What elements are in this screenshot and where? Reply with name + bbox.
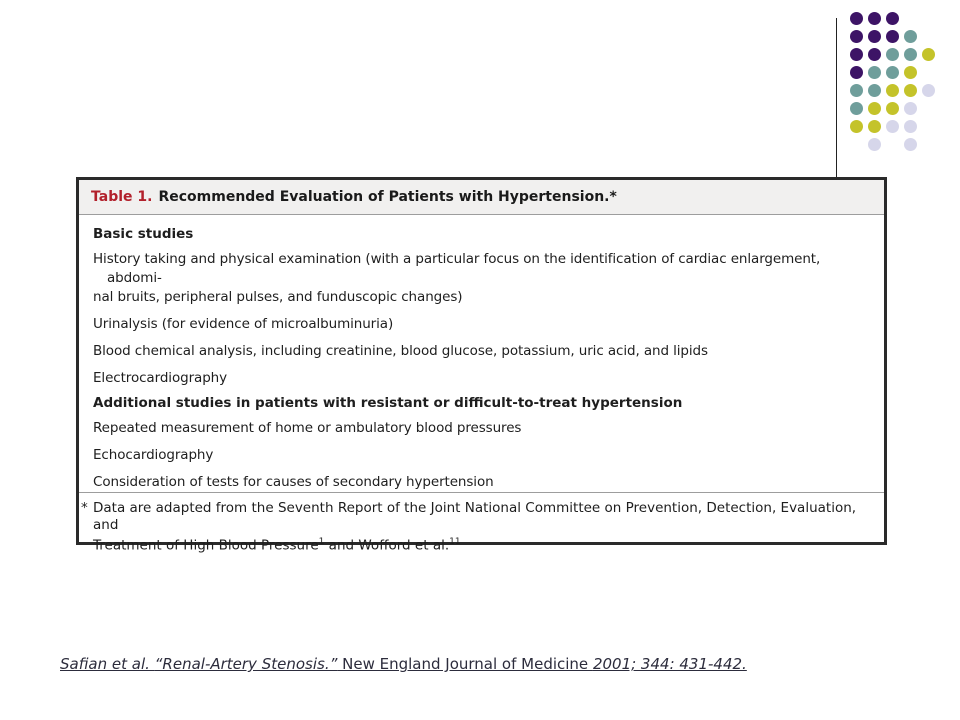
decorative-dot — [904, 84, 917, 97]
decorative-dot — [868, 102, 881, 115]
table-row — [93, 369, 870, 388]
citation-authors: Safian et al. — [60, 655, 155, 673]
footnote-line-2 — [93, 534, 870, 555]
decorative-dot — [850, 30, 863, 43]
decorative-dot — [922, 48, 935, 61]
table-row-text: Consideration of tests for causes of secondary hypertension — [93, 474, 494, 490]
decorative-dot — [904, 30, 917, 43]
table-row — [93, 250, 870, 307]
decorative-dot — [868, 120, 881, 133]
table-row — [93, 446, 870, 465]
decorative-dot — [850, 120, 863, 133]
basic-studies-list — [93, 250, 870, 388]
decorative-dot — [868, 84, 881, 97]
decorative-dot — [850, 48, 863, 61]
footnote-text-a: Treatment of High Blood Pressure — [93, 537, 319, 554]
citation-volume: 2001; 344: 431-442. — [592, 655, 747, 673]
table-row-text: Urinalysis (for evidence of microalbuminuria) — [93, 316, 394, 332]
decorative-dot — [886, 12, 899, 25]
decorative-dot — [850, 66, 863, 79]
decorative-dot — [886, 48, 899, 61]
decorative-dot — [868, 12, 881, 25]
decorative-dot — [904, 120, 917, 133]
footnote-text-b: and Wofford et al. — [324, 537, 450, 554]
table-row — [93, 419, 870, 438]
decorative-dot — [886, 84, 899, 97]
decorative-dot — [904, 66, 917, 79]
citation-title: “Renal-Artery Stenosis.” — [154, 655, 338, 673]
decorative-dot — [850, 102, 863, 115]
section-basic-studies: Basic studies — [93, 226, 194, 242]
table-row-text: Echocardiography — [93, 447, 214, 463]
decorative-dot — [868, 138, 881, 151]
table-title: Recommended Evaluation of Patients with Hypertension.* — [158, 189, 617, 205]
table-row-text: Blood chemical analysis, including creatinine, blood glucose, potassium, uric acid, and lipids — [93, 343, 708, 359]
table-figure — [76, 177, 887, 554]
decorative-dot — [904, 102, 917, 115]
citation-journal: New England Journal of Medicine — [337, 655, 593, 673]
decorative-dot-grid — [850, 12, 950, 162]
decorative-dot — [850, 84, 863, 97]
table-row — [93, 342, 870, 361]
decorative-dot — [922, 84, 935, 97]
footnote-asterisk: * — [81, 500, 88, 516]
table-row-text: History taking and physical examination (with a particular focus on the identification of cardiac enlargement, abdomi- — [93, 251, 821, 286]
decorative-dot — [868, 66, 881, 79]
table-row-text: nal bruits, peripheral pulses, and funduscopic changes) — [93, 289, 463, 305]
citation-link[interactable] — [60, 655, 747, 673]
divider-line — [836, 18, 837, 178]
decorative-dot — [904, 138, 917, 151]
table-row — [93, 473, 870, 492]
table-row-text: Electrocardiography — [93, 370, 228, 386]
footnote-line-1: Data are adapted from the Seventh Report of the Joint National Committee on Prevention, Detection, Evaluation, and — [93, 500, 857, 533]
decorative-dot — [886, 66, 899, 79]
decorative-dot — [904, 48, 917, 61]
table-body — [79, 215, 884, 492]
table-footnote — [79, 492, 884, 555]
decorative-dot — [868, 48, 881, 61]
decorative-dot — [850, 12, 863, 25]
footnote-ref-1: 1 — [318, 537, 325, 547]
decorative-dot — [886, 102, 899, 115]
decorative-dot — [886, 120, 899, 133]
decorative-dot — [868, 30, 881, 43]
decorative-dot — [886, 30, 899, 43]
table-row-text: Repeated measurement of home or ambulatory blood pressures — [93, 420, 522, 436]
table-row — [93, 315, 870, 334]
table-number: Table 1. — [91, 189, 153, 205]
section-additional-studies: Additional studies in patients with resistant or difficult-to-treat hypertension — [93, 395, 683, 411]
footnote-ref-11: 11 — [449, 537, 461, 547]
additional-studies-list — [93, 419, 870, 492]
table-header — [79, 180, 884, 215]
